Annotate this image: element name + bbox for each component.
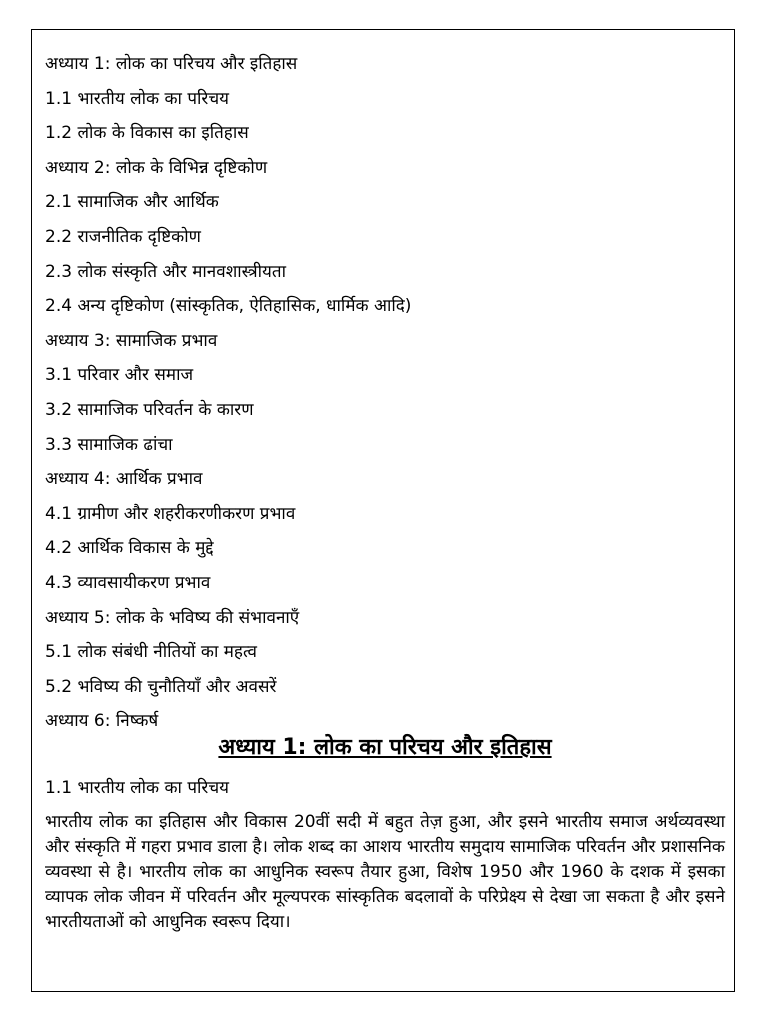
toc-item-5-2: 5.2 भविष्य की चुनौतियाँ और अवसरें [45, 676, 277, 697]
toc-item-4-3: 4.3 व्यावसायीकरण प्रभाव [45, 572, 211, 593]
toc-item-1-1: 1.1 भारतीय लोक का परिचय [45, 88, 230, 109]
chapter-1-heading: अध्याय 1: लोक का परिचय और इतिहास [218, 735, 552, 760]
toc-item-4-1: 4.1 ग्रामीण और शहरीकरणीकरण प्रभाव [45, 503, 296, 524]
toc-chapter-4: अध्याय 4: आर्थिक प्रभाव [45, 469, 203, 490]
toc-item-3-3: 3.3 सामाजिक ढांचा [45, 434, 173, 455]
toc-item-5-1: 5.1 लोक संबंधी नीतियों का महत्व [45, 642, 257, 663]
toc-item-3-1: 3.1 परिवार और समाज [45, 365, 194, 386]
toc-chapter-2: अध्याय 2: लोक के विभिन्न दृष्टिकोण [45, 157, 268, 178]
toc-chapter-3: अध्याय 3: सामाजिक प्रभाव [45, 330, 218, 351]
toc-item-2-4: 2.4 अन्य दृष्टिकोण (सांस्कृतिक, ऐतिहासिक, धार्मिक आदि) [45, 296, 412, 317]
toc-chapter-5: अध्याय 5: लोक के भविष्य की संभावनाएँ [45, 607, 300, 628]
toc-item-3-2: 3.2 सामाजिक परिवर्तन के कारण [45, 399, 254, 420]
toc-item-2-2: 2.2 राजनीतिक दृष्टिकोण [45, 226, 201, 247]
toc-item-2-3: 2.3 लोक संस्कृति और मानवशास्त्रीयता [45, 261, 287, 282]
section-1-1-heading: 1.1 भारतीय लोक का परिचय [45, 778, 230, 798]
body-paragraph: भारतीय लोक का इतिहास और विकास 20वीं सदी में बहुत तेज़ हुआ, और इसने भारतीय समाज अर्थव्यवस्था और संस्कृति में गहरा प्रभाव डाला है। लोक शब्द का आशय भारतीय समुदाय सामाजिक परिवर्तन और प्रशासनिक व्यवस्था से है। भारतीय लोक का आधुनिक स्वरूप तैयार हुआ, विशेष 1950 और 1960 के दशक में इसका व्यापक लोक जीवन में परिवर्तन और मूल्यपरक सांस्कृतिक बदलावों के परिप्रेक्ष्य से देखा जा सकता है और इसने भारतीयताओं को आधुनिक स्वरूप दिया। [45, 812, 725, 932]
toc-item-1-2: 1.2 लोक के विकास का इतिहास [45, 123, 249, 144]
toc-chapter-6: अध्याय 6: निष्कर्ष [45, 711, 159, 732]
toc-item-2-1: 2.1 सामाजिक और आर्थिक [45, 192, 219, 213]
toc-chapter-1: अध्याय 1: लोक का परिचय और इतिहास [45, 54, 298, 74]
table-of-contents [45, 51, 725, 743]
toc-item-4-2: 4.2 आर्थिक विकास के मुद्दे [45, 538, 214, 559]
